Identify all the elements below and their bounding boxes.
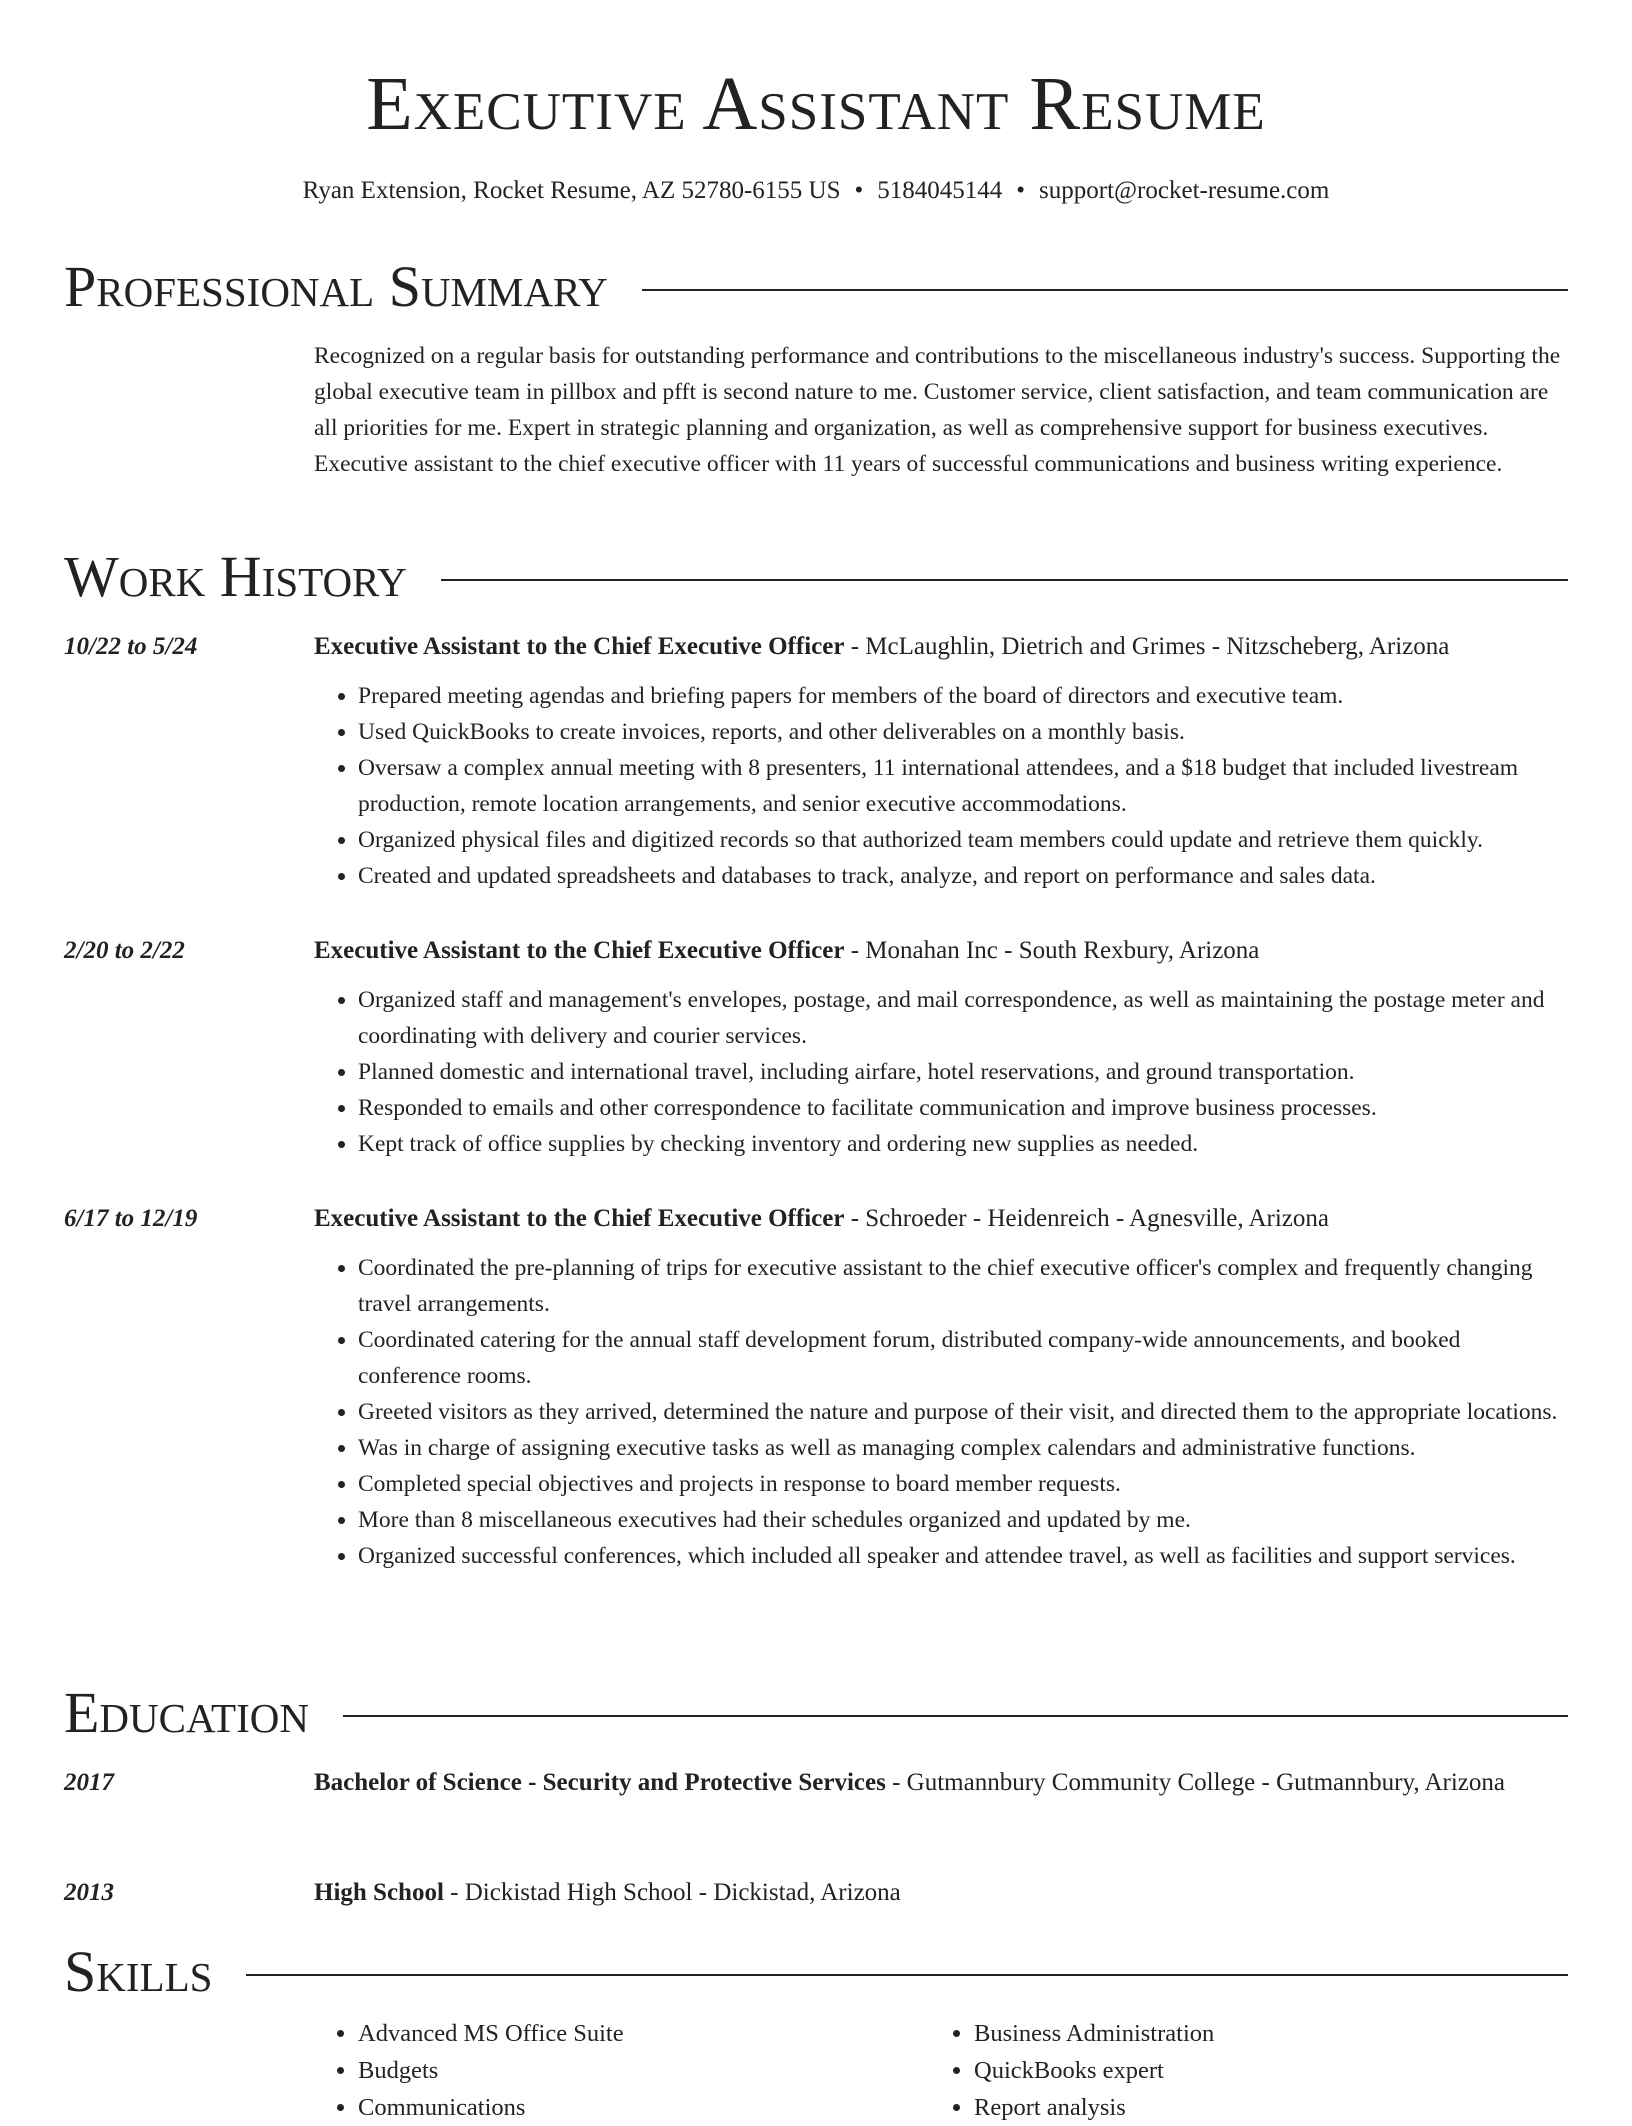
- skills-column-left: [314, 2015, 930, 2126]
- section-heading: Skills: [64, 1939, 213, 2004]
- skills-column-right: [930, 2015, 1534, 2126]
- job-bullets: [314, 982, 1568, 1162]
- skill-item: • Report analysis: [974, 2089, 1534, 2126]
- job-heading: [314, 1200, 1568, 1238]
- job-bullet: • Organized physical files and digitized records so that authorized team members could update and retrieve them quickly.: [358, 822, 1568, 858]
- section-education: [64, 1681, 1568, 1745]
- job-details: - Schroeder - Heidenreich - Agnesville, Arizona: [844, 1205, 1329, 1232]
- contact-phone: 5184045144: [877, 177, 1003, 204]
- job-bullet: • Organized staff and management's envelopes, postage, and mail correspondence, as well as maintaining the postage meter and coordinating with delivery and courier services.: [358, 982, 1568, 1054]
- job-bullets: [314, 678, 1568, 894]
- job-bullets: [314, 1250, 1568, 1574]
- job-bullet: • Greeted visitors as they arrived, determined the nature and purpose of their visit, and directed them to the appropriate locations.: [358, 1394, 1568, 1430]
- job-bullet: • Completed special objectives and projects in response to board member requests.: [358, 1466, 1568, 1502]
- job-bullet: • Organized successful conferences, which included all speaker and attendee travel, as well as facilities and support services.: [358, 1538, 1568, 1574]
- job-bullet: • Used QuickBooks to create invoices, reports, and other deliverables on a monthly basis.: [358, 714, 1568, 750]
- contact-separator: •: [854, 177, 864, 204]
- job-dates: 6/17 to 12/19: [64, 1205, 198, 1232]
- job-entry: [64, 628, 1568, 894]
- contact-line: [0, 173, 1632, 209]
- skills-list: [314, 2015, 1566, 2126]
- skill-item: • QuickBooks expert: [974, 2052, 1534, 2089]
- job-details: - McLaughlin, Dietrich and Grimes - Nitzscheberg, Arizona: [844, 633, 1450, 660]
- job-bullet: • Kept track of office supplies by checking inventory and ordering new supplies as needed.: [358, 1126, 1568, 1162]
- job-bullet: • Oversaw a complex annual meeting with 8 presenters, 11 international attendees, and a $18 budget that included livestream production, remote location arrangements, and senior executive accommodations.: [358, 750, 1568, 822]
- education-heading: [314, 1874, 1568, 1912]
- resume-title: Executive Assistant Resume: [366, 62, 1266, 146]
- section-professional-summary: [64, 255, 1568, 319]
- education-degree: Bachelor of Science - Security and Protective Services: [314, 1769, 886, 1796]
- section-divider: [642, 289, 1568, 291]
- section-heading: Education: [64, 1680, 309, 1745]
- education-entry: [64, 1874, 1568, 1912]
- section-divider: [441, 579, 1568, 581]
- job-dates: 10/22 to 5/24: [64, 633, 198, 660]
- section-skills: [64, 1940, 1568, 2004]
- contact-email[interactable]: support@rocket-resume.com: [1039, 177, 1330, 204]
- job-bullet: • Created and updated spreadsheets and databases to track, analyze, and report on performance and sales data.: [358, 858, 1568, 894]
- education-degree: High School: [314, 1879, 444, 1906]
- job-bullet: • Responded to emails and other correspondence to facilitate communication and improve business processes.: [358, 1090, 1568, 1126]
- skill-item: • Business Administration: [974, 2015, 1534, 2052]
- job-bullet: • Coordinated catering for the annual staff development forum, distributed company-wide announcements, and booked conference rooms.: [358, 1322, 1568, 1394]
- contact-address: Ryan Extension, Rocket Resume, AZ 52780-6155 US: [302, 177, 841, 204]
- education-year: 2017: [64, 1769, 114, 1796]
- job-title: Executive Assistant to the Chief Executive Officer: [314, 937, 845, 964]
- job-heading: [314, 628, 1568, 666]
- job-entry: [64, 1200, 1568, 1574]
- skill-item: • Advanced MS Office Suite: [358, 2015, 930, 2052]
- skill-item: • Communications: [358, 2089, 930, 2126]
- job-heading: [314, 932, 1568, 970]
- skill-item: • Budgets: [358, 2052, 930, 2089]
- section-heading: Work History: [64, 544, 407, 609]
- section-work-history: [64, 545, 1568, 609]
- job-title: Executive Assistant to the Chief Executive Officer: [314, 1205, 845, 1232]
- job-entry: [64, 932, 1568, 1162]
- section-divider: [246, 1974, 1568, 1976]
- section-heading: Professional Summary: [64, 254, 608, 319]
- education-year: 2013: [64, 1879, 114, 1906]
- job-details: - Monahan Inc - South Rexbury, Arizona: [844, 937, 1260, 964]
- job-dates: 2/20 to 2/22: [64, 937, 185, 964]
- education-details: - Gutmannbury Community College - Gutmannbury, Arizona: [885, 1769, 1505, 1796]
- summary-text: Recognized on a regular basis for outstanding performance and contributions to the miscellaneous industry's success. Supporting the global executive team in pillbox and pfft is second nature to me. Customer service, client satisfaction, and team communication are all priorities for me. Expert in strategic planning and organization, as well as comprehensive support for business executives. Executive assistant to the chief executive officer with 11 years of successful communications and business writing experience.: [314, 343, 1561, 477]
- education-entry: [64, 1764, 1568, 1802]
- job-bullet: • Was in charge of assigning executive tasks as well as managing complex calendars and administrative functions.: [358, 1430, 1568, 1466]
- job-bullet: • Prepared meeting agendas and briefing papers for members of the board of directors and executive team.: [358, 678, 1568, 714]
- education-heading: [314, 1764, 1568, 1802]
- contact-separator: •: [1016, 177, 1026, 204]
- section-divider: [343, 1715, 1568, 1717]
- job-bullet: • More than 8 miscellaneous executives had their schedules organized and updated by me.: [358, 1502, 1568, 1538]
- job-bullet: • Coordinated the pre-planning of trips for executive assistant to the chief executive officer's complex and frequently changing travel arrangements.: [358, 1250, 1568, 1322]
- job-title: Executive Assistant to the Chief Executive Officer: [314, 633, 845, 660]
- education-details: - Dickistad High School - Dickistad, Arizona: [443, 1879, 901, 1906]
- job-bullet: • Planned domestic and international travel, including airfare, hotel reservations, and ground transportation.: [358, 1054, 1568, 1090]
